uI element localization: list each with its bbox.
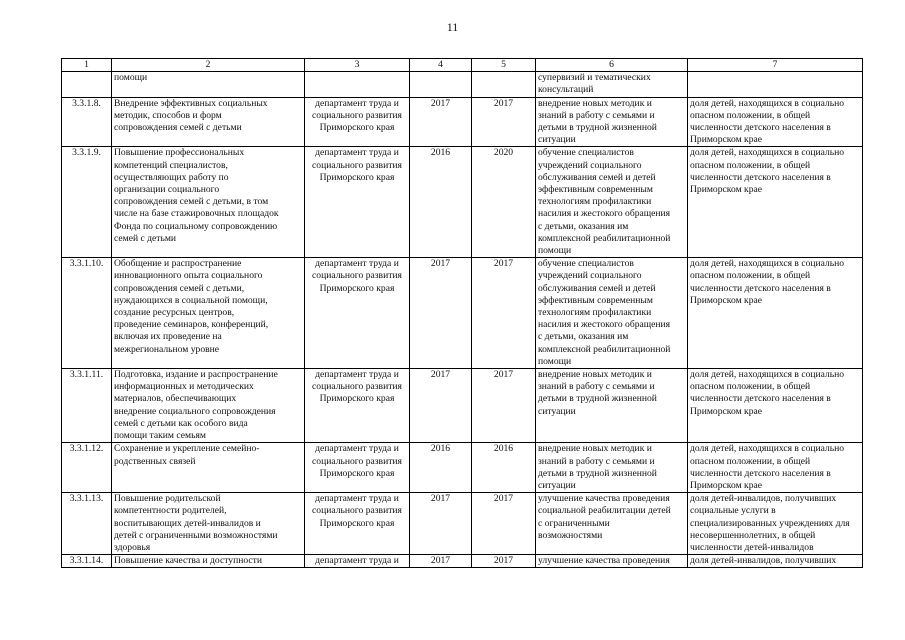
cell-text-line: внедрение социального сопровождения	[114, 405, 276, 417]
cell-text-line: специализированных учреждениях для	[690, 517, 850, 529]
cell-text-line: родственных связей	[114, 455, 196, 467]
cell-text-line: Приморском крае	[690, 405, 763, 417]
cell-text-line: помощи	[538, 355, 572, 367]
cell-text: 3.3.1.9.	[72, 147, 101, 159]
cell-text-line: методик, способов и форм	[114, 109, 222, 121]
header-col-3: 3	[305, 59, 410, 72]
table-row	[62, 72, 863, 97]
table-row	[62, 258, 863, 369]
cell-text-line: численности детей-инвалидов	[690, 541, 814, 553]
expected-result-cell	[536, 555, 688, 568]
cell-text-line: ситуации	[538, 405, 576, 417]
cell-text-line: Повышение профессиональных	[114, 147, 245, 159]
cell-text-line: департамент труда и	[315, 258, 399, 270]
activity-name-cell	[112, 369, 305, 443]
cell-text-line: социального развития	[312, 455, 402, 467]
cell-text: 2017	[430, 555, 451, 567]
cell-text: 2017	[430, 493, 451, 505]
cell-text-line: опасном положении, в общей	[690, 455, 811, 467]
cell-text-line: департамент труда и	[315, 493, 399, 505]
cell-text-line: опасном положении, в общей	[690, 109, 811, 121]
end-year-cell	[472, 97, 536, 147]
header-col-1: 1	[62, 59, 112, 72]
cell-text: 3.3.1.13.	[69, 493, 104, 505]
cell-text-line: численности детского населения в	[690, 282, 831, 294]
cell-text: 2017	[493, 258, 514, 270]
cell-text-line: внедрение новых методик и	[538, 443, 652, 455]
table-row	[62, 555, 863, 568]
cell-text-line: социальной реабилитации детей	[538, 505, 671, 517]
cell-text-line: включая их проведение на	[114, 331, 222, 343]
cell-text-line: департамент труда и	[315, 555, 399, 567]
executor-cell	[305, 97, 410, 147]
expected-result-cell	[536, 369, 688, 443]
cell-text-line: социальные услуги в	[690, 505, 776, 517]
header-row	[62, 59, 863, 72]
activity-name-cell	[112, 443, 305, 493]
cell-text-line: доля детей, находящихся в социально	[690, 258, 845, 270]
page-number: 11	[446, 20, 459, 34]
cell-text-line: детей с ограниченными возможностями	[114, 529, 278, 541]
cell-text: 2020	[493, 147, 514, 159]
cell-text-line: организации социального	[114, 184, 220, 196]
activity-name-cell	[112, 493, 305, 555]
expected-result-cell	[536, 147, 688, 258]
cell-text-line: знаний в работу с семьями и	[538, 381, 655, 393]
cell-text-line: Повышение качества и доступности	[114, 555, 262, 567]
cell-text-line: обслуживания семей и детей	[538, 171, 656, 183]
cell-text-line: воспитывающих детей-инвалидов и	[114, 517, 261, 529]
start-year-cell	[410, 443, 472, 493]
table-row	[62, 369, 863, 443]
cell-text: 3.3.1.14.	[69, 555, 104, 567]
indicator-cell	[688, 369, 863, 443]
activity-name-cell	[112, 97, 305, 147]
expected-result-cell	[536, 443, 688, 493]
table-row	[62, 443, 863, 493]
cell-text-line: помощи	[538, 245, 572, 257]
cell-text-line: Приморского края	[319, 282, 395, 294]
cell-text-line: Приморского края	[319, 393, 395, 405]
row-number-cell	[62, 97, 112, 147]
row-number-cell	[62, 258, 112, 369]
end-year-cell	[472, 258, 536, 369]
cell-text-line: компетентности родителей,	[114, 505, 227, 517]
cell-text-line: учреждений социального	[538, 159, 642, 171]
row-number-cell	[62, 555, 112, 568]
cell-text-line: социального развития	[312, 381, 402, 393]
cell-text-line: численности детского населения в	[690, 393, 831, 405]
cell-text: 3.3.1.12.	[69, 443, 104, 455]
cell-text-line: Приморского края	[319, 122, 395, 134]
header-col-7: 7	[688, 59, 863, 72]
executor-cell	[305, 369, 410, 443]
expected-result-cell	[536, 72, 688, 97]
cell-text-line: численности детского населения в	[690, 122, 831, 134]
cell-text-line: нуждающихся в социальной помощи,	[114, 294, 268, 306]
cell-text-line: Повышение родительской	[114, 493, 221, 505]
cell-text: 3.3.1.8.	[72, 97, 101, 109]
cell-text-line: комплексной реабилитационной	[538, 232, 671, 244]
cell-text-line: Приморском крае	[690, 294, 763, 306]
cell-text: 2016	[430, 147, 451, 159]
cell-text-line: Приморского края	[319, 467, 395, 479]
end-year-cell	[472, 493, 536, 555]
cell-text-line: супервизий и тематических	[538, 72, 651, 84]
cell-text-line: насилия и жестокого обращения	[538, 208, 671, 220]
cell-text-line: численности детского населения в	[690, 171, 831, 183]
expected-result-cell	[536, 258, 688, 369]
cell-text-line: социального развития	[312, 505, 402, 517]
cell-text-line: внедрение новых методик и	[538, 97, 652, 109]
row-number-cell	[62, 72, 112, 97]
executor-cell	[305, 555, 410, 568]
end-year-cell	[472, 369, 536, 443]
cell-text-line: департамент труда и	[315, 97, 399, 109]
row-number-cell	[62, 443, 112, 493]
cell-text-line: доля детей, находящихся в социально	[690, 443, 845, 455]
cell-text-line: ситуации	[538, 134, 576, 146]
cell-text-line: улучшение качества проведения	[538, 493, 670, 505]
end-year-cell	[472, 72, 536, 97]
start-year-cell	[410, 97, 472, 147]
cell-text-line: детьми в трудной жизненной	[538, 122, 657, 134]
indicator-cell	[688, 147, 863, 258]
cell-text-line: сопровождения семей с детьми,	[114, 282, 245, 294]
cell-text-line: детьми в трудной жизненной	[538, 467, 657, 479]
cell-text: 2017	[493, 493, 514, 505]
cell-text-line: улучшение качества проведения	[538, 555, 670, 567]
end-year-cell	[472, 555, 536, 568]
cell-text: 2017	[493, 97, 514, 109]
cell-text-line: социального развития	[312, 159, 402, 171]
cell-text-line: знаний в работу с семьями и	[538, 109, 655, 121]
start-year-cell	[410, 493, 472, 555]
executor-cell	[305, 147, 410, 258]
cell-text: 3.3.1.11.	[69, 369, 104, 381]
cell-text-line: осуществляющих работу по	[114, 171, 229, 183]
cell-text: 2016	[430, 443, 451, 455]
cell-text-line: доля детей, находящихся в социально	[690, 97, 845, 109]
table-row	[62, 493, 863, 555]
cell-text-line: здоровья	[114, 541, 151, 553]
row-number-cell	[62, 493, 112, 555]
cell-text-line: Приморском крае	[690, 134, 763, 146]
cell-text-line: помощи	[114, 72, 148, 84]
cell-text-line: департамент труда и	[315, 443, 399, 455]
indicator-cell	[688, 555, 863, 568]
table-row	[62, 147, 863, 258]
cell-text: 2017	[430, 369, 451, 381]
cell-text-line: опасном положении, в общей	[690, 381, 811, 393]
cell-text: 2017	[493, 369, 514, 381]
header-col-5: 5	[472, 59, 536, 72]
cell-text-line: ситуации	[538, 479, 576, 491]
cell-text-line: возможностями	[538, 529, 603, 541]
cell-text-line: обучение специалистов	[538, 147, 634, 159]
cell-text-line: Приморском крае	[690, 184, 763, 196]
header-col-2: 2	[112, 59, 305, 72]
cell-text-line: Приморского края	[319, 517, 395, 529]
cell-text-line: насилия и жестокого обращения	[538, 319, 671, 331]
start-year-cell	[410, 147, 472, 258]
table-row	[62, 97, 863, 147]
cell-text-line: технологиям профилактики	[538, 196, 652, 208]
cell-text-line: с ограниченными	[538, 517, 610, 529]
cell-text-line: внедрение новых методик и	[538, 369, 652, 381]
cell-text-line: обучение специалистов	[538, 258, 634, 270]
executor-cell	[305, 493, 410, 555]
row-number-cell	[62, 147, 112, 258]
expected-result-cell	[536, 97, 688, 147]
program-activities-table	[61, 58, 863, 568]
cell-text-line: несовершеннолетних, в общей	[690, 529, 816, 541]
row-number-cell	[62, 369, 112, 443]
cell-text-line: опасном положении, в общей	[690, 270, 811, 282]
cell-text-line: комплексной реабилитационной	[538, 343, 671, 355]
cell-text-line: обслуживания семей и детей	[538, 282, 656, 294]
cell-text-line: помощи таким семьям	[114, 430, 206, 442]
cell-text-line: консультаций	[538, 84, 594, 96]
cell-text-line: эффективным современным	[538, 184, 653, 196]
cell-text-line: доля детей, находящихся в социально	[690, 147, 845, 159]
cell-text: 2016	[493, 443, 514, 455]
cell-text-line: доля детей-инвалидов, получивших	[690, 555, 837, 567]
cell-text-line: доля детей, находящихся в социально	[690, 369, 845, 381]
cell-text-line: сопровождения семей с детьми, в том	[114, 196, 269, 208]
cell-text-line: детьми в трудной жизненной	[538, 393, 657, 405]
cell-text-line: сопровождения семей с детьми	[114, 122, 242, 134]
indicator-cell	[688, 258, 863, 369]
end-year-cell	[472, 147, 536, 258]
executor-cell	[305, 258, 410, 369]
cell-text: 2017	[430, 97, 451, 109]
cell-text-line: компетенций специалистов,	[114, 159, 228, 171]
cell-text: 2017	[493, 555, 514, 567]
cell-text-line: числе на базе стажировочных площадок	[114, 208, 279, 220]
header-col-6: 6	[536, 59, 688, 72]
start-year-cell	[410, 72, 472, 97]
cell-text-line: информационных и методических	[114, 381, 254, 393]
cell-text-line: Внедрение эффективных социальных	[114, 97, 268, 109]
cell-text-line: Фонда по социальному сопровождению	[114, 220, 278, 232]
cell-text-line: семей с детьми как особого вида	[114, 417, 248, 429]
activity-name-cell	[112, 258, 305, 369]
cell-text-line: технологиям профилактики	[538, 307, 652, 319]
cell-text-line: социального развития	[312, 109, 402, 121]
cell-text-line: Сохранение и укрепление семейно-	[114, 443, 260, 455]
activity-name-cell	[112, 555, 305, 568]
cell-text-line: межрегиональном уровне	[114, 343, 220, 355]
cell-text-line: проведение семинаров, конференций,	[114, 319, 269, 331]
cell-text-line: Обобщение и распространение	[114, 258, 242, 270]
cell-text-line: численности детского населения в	[690, 467, 831, 479]
cell-text: 3.3.1.10.	[69, 258, 104, 270]
cell-text-line: Подготовка, издание и распространение	[114, 369, 278, 381]
cell-text-line: эффективным современным	[538, 294, 653, 306]
cell-text-line: учреждений социального	[538, 270, 642, 282]
cell-text: 2017	[430, 258, 451, 270]
start-year-cell	[410, 369, 472, 443]
header-col-4: 4	[410, 59, 472, 72]
cell-text-line: департамент труда и	[315, 147, 399, 159]
activity-name-cell	[112, 147, 305, 258]
cell-text-line: департамент труда и	[315, 369, 399, 381]
cell-text-line: создание ресурсных центров,	[114, 307, 235, 319]
indicator-cell	[688, 97, 863, 147]
activity-name-cell	[112, 72, 305, 97]
cell-text-line: опасном положении, в общей	[690, 159, 811, 171]
end-year-cell	[472, 443, 536, 493]
cell-text-line: знаний в работу с семьями и	[538, 455, 655, 467]
cell-text-line: доля детей-инвалидов, получивших	[690, 493, 837, 505]
indicator-cell	[688, 493, 863, 555]
cell-text-line: семей с детьми	[114, 232, 177, 244]
cell-text-line: инновационного опыта социального	[114, 270, 263, 282]
indicator-cell	[688, 443, 863, 493]
cell-text-line: социального развития	[312, 270, 402, 282]
executor-cell	[305, 443, 410, 493]
expected-result-cell	[536, 493, 688, 555]
cell-text-line: с детьми, оказания им	[538, 220, 629, 232]
executor-cell	[305, 72, 410, 97]
cell-text-line: Приморского края	[319, 171, 395, 183]
start-year-cell	[410, 258, 472, 369]
indicator-cell	[688, 72, 863, 97]
cell-text-line: материалов, обеспечивающих	[114, 393, 237, 405]
cell-text-line: с детьми, оказания им	[538, 331, 629, 343]
cell-text-line: Приморском крае	[690, 479, 763, 491]
start-year-cell	[410, 555, 472, 568]
